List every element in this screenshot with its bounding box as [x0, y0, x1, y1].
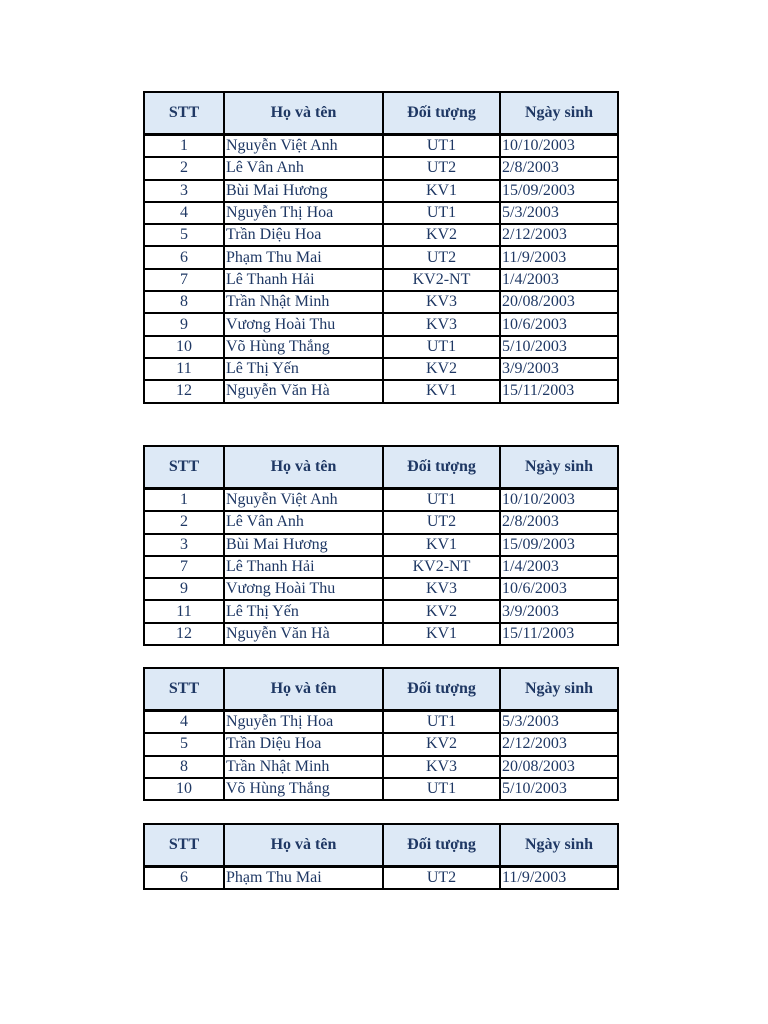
cell-stt: 12: [144, 623, 224, 645]
cell-object: KV1: [383, 534, 500, 556]
cell-dob: 2/8/2003: [500, 157, 618, 179]
cell-dob: 3/9/2003: [500, 600, 618, 622]
cell-object: KV1: [383, 180, 500, 202]
cell-stt: 1: [144, 135, 224, 158]
cell-stt: 4: [144, 202, 224, 224]
cell-dob: 10/6/2003: [500, 578, 618, 600]
cell-name: Nguyễn Việt Anh: [224, 489, 383, 512]
header-stt: STT: [144, 92, 224, 135]
header-dob: Ngày sinh: [500, 824, 618, 867]
cell-object: KV2-NT: [383, 269, 500, 291]
cell-object: UT1: [383, 778, 500, 800]
cell-stt: 4: [144, 711, 224, 734]
cell-dob: 15/11/2003: [500, 623, 618, 645]
cell-name: Trần Diệu Hoa: [224, 733, 383, 755]
cell-name: Trần Nhật Minh: [224, 756, 383, 778]
cell-stt: 7: [144, 269, 224, 291]
cell-name: Lê Vân Anh: [224, 511, 383, 533]
table-row: [144, 556, 618, 578]
header-name: Họ và tên: [224, 668, 383, 711]
cell-name: Nguyễn Thị Hoa: [224, 202, 383, 224]
header-dob: Ngày sinh: [500, 668, 618, 711]
student-table-filter-3: [143, 823, 619, 890]
table-body: [144, 867, 618, 890]
cell-stt: 6: [144, 867, 224, 890]
table-row: [144, 534, 618, 556]
cell-object: KV3: [383, 291, 500, 313]
header-stt: STT: [144, 668, 224, 711]
table-header: [144, 446, 618, 489]
header-row: [144, 446, 618, 489]
cell-stt: 7: [144, 556, 224, 578]
cell-dob: 11/9/2003: [500, 867, 618, 890]
cell-dob: 3/9/2003: [500, 358, 618, 380]
cell-name: Vương Hoài Thu: [224, 313, 383, 335]
header-name: Họ và tên: [224, 824, 383, 867]
cell-dob: 2/12/2003: [500, 224, 618, 246]
cell-dob: 10/10/2003: [500, 135, 618, 158]
table-body: [144, 711, 618, 801]
cell-object: KV2: [383, 224, 500, 246]
cell-stt: 5: [144, 224, 224, 246]
cell-name: Võ Hùng Thắng: [224, 778, 383, 800]
header-object: Đối tượng: [383, 668, 500, 711]
cell-stt: 3: [144, 534, 224, 556]
table-row: [144, 202, 618, 224]
cell-dob: 20/08/2003: [500, 756, 618, 778]
header-dob: Ngày sinh: [500, 92, 618, 135]
cell-name: Trần Diệu Hoa: [224, 224, 383, 246]
table-row: [144, 336, 618, 358]
cell-stt: 6: [144, 246, 224, 268]
table-header: [144, 92, 618, 135]
table-row: [144, 511, 618, 533]
cell-stt: 8: [144, 756, 224, 778]
student-table-all: [143, 91, 619, 404]
cell-object: UT1: [383, 489, 500, 512]
table-header: [144, 824, 618, 867]
cell-name: Vương Hoài Thu: [224, 578, 383, 600]
table-row: [144, 224, 618, 246]
cell-object: KV2: [383, 733, 500, 755]
table-row: [144, 313, 618, 335]
cell-dob: 2/8/2003: [500, 511, 618, 533]
cell-name: Bùi Mai Hương: [224, 180, 383, 202]
cell-stt: 2: [144, 511, 224, 533]
cell-object: UT1: [383, 711, 500, 734]
cell-object: KV2-NT: [383, 556, 500, 578]
cell-object: UT1: [383, 135, 500, 158]
header-object: Đối tượng: [383, 824, 500, 867]
header-stt: STT: [144, 824, 224, 867]
cell-dob: 15/11/2003: [500, 380, 618, 402]
table-row: [144, 180, 618, 202]
cell-object: KV3: [383, 756, 500, 778]
header-object: Đối tượng: [383, 92, 500, 135]
cell-object: KV3: [383, 578, 500, 600]
cell-dob: 15/09/2003: [500, 180, 618, 202]
cell-stt: 11: [144, 358, 224, 380]
cell-name: Nguyễn Thị Hoa: [224, 711, 383, 734]
cell-object: UT1: [383, 336, 500, 358]
table-row: [144, 600, 618, 622]
cell-name: Nguyễn Việt Anh: [224, 135, 383, 158]
cell-dob: 5/3/2003: [500, 202, 618, 224]
header-name: Họ và tên: [224, 92, 383, 135]
cell-object: KV1: [383, 623, 500, 645]
table-row: [144, 269, 618, 291]
cell-stt: 1: [144, 489, 224, 512]
header-dob: Ngày sinh: [500, 446, 618, 489]
cell-stt: 9: [144, 578, 224, 600]
cell-object: UT2: [383, 157, 500, 179]
cell-dob: 1/4/2003: [500, 269, 618, 291]
cell-object: UT2: [383, 867, 500, 890]
table-row: [144, 711, 618, 734]
student-table-filter-1: [143, 445, 619, 646]
table-row: [144, 867, 618, 890]
cell-object: UT2: [383, 511, 500, 533]
cell-stt: 10: [144, 336, 224, 358]
cell-object: KV1: [383, 380, 500, 402]
cell-dob: 10/10/2003: [500, 489, 618, 512]
table-row: [144, 733, 618, 755]
cell-name: Phạm Thu Mai: [224, 246, 383, 268]
table-row: [144, 246, 618, 268]
table-row: [144, 756, 618, 778]
cell-stt: 9: [144, 313, 224, 335]
cell-dob: 10/6/2003: [500, 313, 618, 335]
cell-dob: 11/9/2003: [500, 246, 618, 268]
cell-stt: 2: [144, 157, 224, 179]
cell-dob: 5/10/2003: [500, 778, 618, 800]
cell-stt: 10: [144, 778, 224, 800]
cell-name: Lê Thị Yến: [224, 358, 383, 380]
cell-stt: 8: [144, 291, 224, 313]
cell-name: Lê Thanh Hải: [224, 556, 383, 578]
header-row: [144, 668, 618, 711]
cell-name: Lê Thị Yến: [224, 600, 383, 622]
cell-dob: 5/10/2003: [500, 336, 618, 358]
table-body: [144, 489, 618, 646]
header-name: Họ và tên: [224, 446, 383, 489]
table-row: [144, 623, 618, 645]
cell-name: Lê Vân Anh: [224, 157, 383, 179]
header-row: [144, 92, 618, 135]
table-row: [144, 489, 618, 512]
cell-dob: 1/4/2003: [500, 556, 618, 578]
cell-stt: 3: [144, 180, 224, 202]
cell-name: Bùi Mai Hương: [224, 534, 383, 556]
header-object: Đối tượng: [383, 446, 500, 489]
table-row: [144, 135, 618, 158]
cell-name: Võ Hùng Thắng: [224, 336, 383, 358]
table-row: [144, 291, 618, 313]
cell-stt: 11: [144, 600, 224, 622]
cell-object: KV2: [383, 600, 500, 622]
cell-object: UT1: [383, 202, 500, 224]
cell-dob: 15/09/2003: [500, 534, 618, 556]
table-row: [144, 157, 618, 179]
table-row: [144, 778, 618, 800]
header-stt: STT: [144, 446, 224, 489]
header-row: [144, 824, 618, 867]
cell-name: Nguyễn Văn Hà: [224, 623, 383, 645]
table-row: [144, 380, 618, 402]
cell-name: Nguyễn Văn Hà: [224, 380, 383, 402]
cell-dob: 5/3/2003: [500, 711, 618, 734]
cell-object: UT2: [383, 246, 500, 268]
cell-dob: 2/12/2003: [500, 733, 618, 755]
cell-stt: 12: [144, 380, 224, 402]
cell-name: Lê Thanh Hải: [224, 269, 383, 291]
cell-object: KV2: [383, 358, 500, 380]
table-body: [144, 135, 618, 403]
cell-stt: 5: [144, 733, 224, 755]
student-table-filter-2: [143, 667, 619, 801]
table-row: [144, 578, 618, 600]
cell-name: Trần Nhật Minh: [224, 291, 383, 313]
table-header: [144, 668, 618, 711]
table-row: [144, 358, 618, 380]
cell-name: Phạm Thu Mai: [224, 867, 383, 890]
cell-object: KV3: [383, 313, 500, 335]
cell-dob: 20/08/2003: [500, 291, 618, 313]
